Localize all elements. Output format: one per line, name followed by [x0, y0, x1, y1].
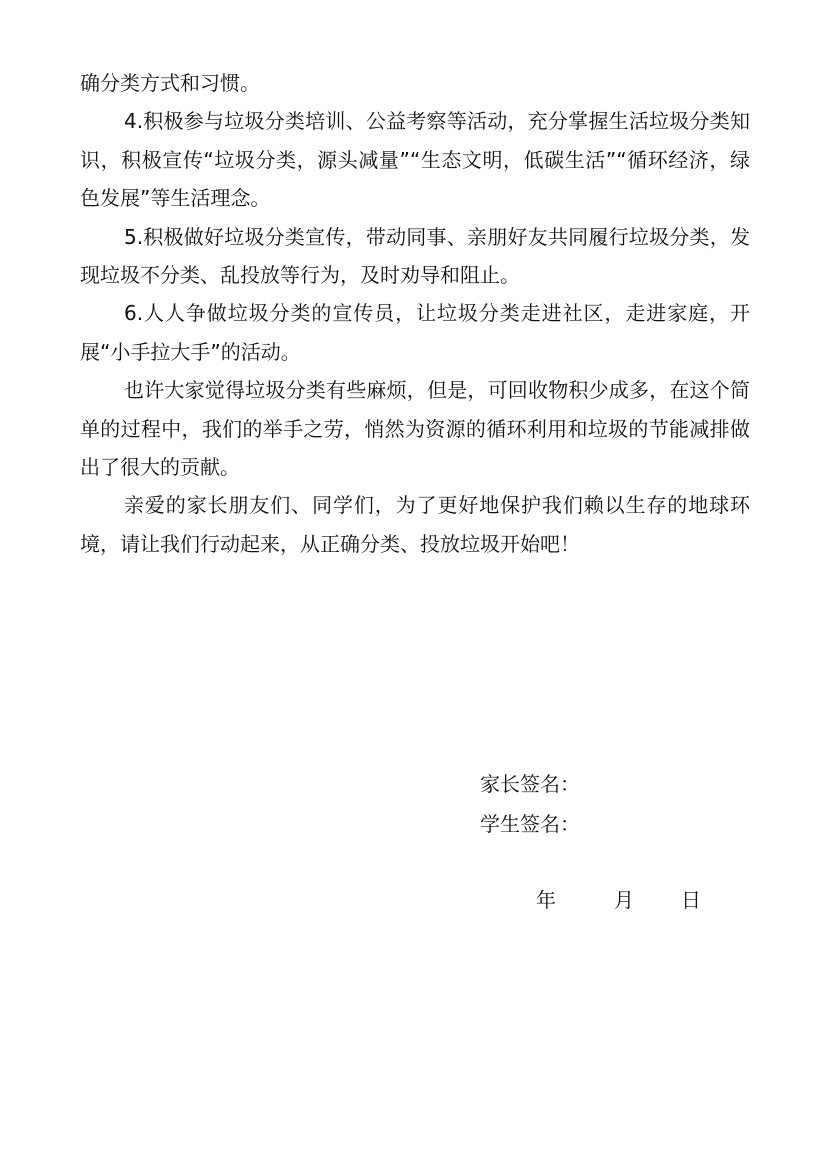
student-signature-label: 学生签名：	[480, 812, 580, 836]
paragraph-item-5: 5.积极做好垃圾分类宣传，带动同事、亲朋好友共同履行垃圾分类，发现垃圾不分类、乱投放等行为，及时劝导和阻止。	[80, 224, 750, 288]
date-day-label: 日	[681, 888, 701, 912]
date-line	[0, 882, 827, 918]
paragraph-item-4: 4.积极参与垃圾分类培训、公益考察等活动，充分掌握生活垃圾分类知识，积极宣传“垃圾分类，源头减量”“生态文明，低碳生活”“循环经济，绿色发展”等生活理念。	[80, 109, 750, 211]
paragraph-call-to-action: 亲爱的家长朋友们、同学们，为了更好地保护我们赖以生存的地球环境，请让我们行动起来，从正确分类、投放垃圾开始吧！	[80, 493, 750, 556]
body-text	[80, 64, 750, 563]
date-month-label: 月	[614, 888, 634, 912]
date-year-label: 年	[536, 888, 556, 912]
paragraph-reflection: 也许大家觉得垃圾分类有些麻烦，但是，可回收物积少成多，在这个简单的过程中，我们的举手之劳，悄然为资源的循环利用和垃圾的节能减排做出了很大的贡献。	[80, 378, 750, 480]
signature-block	[480, 764, 580, 844]
paragraph-item-6: 6.人人争做垃圾分类的宣传员，让垃圾分类走进社区，走进家庭，开展“小手拉大手”的活动。	[80, 301, 750, 364]
paragraph-continuation: 确分类方式和习惯。	[80, 71, 260, 95]
parent-signature-label: 家长签名：	[480, 772, 580, 796]
